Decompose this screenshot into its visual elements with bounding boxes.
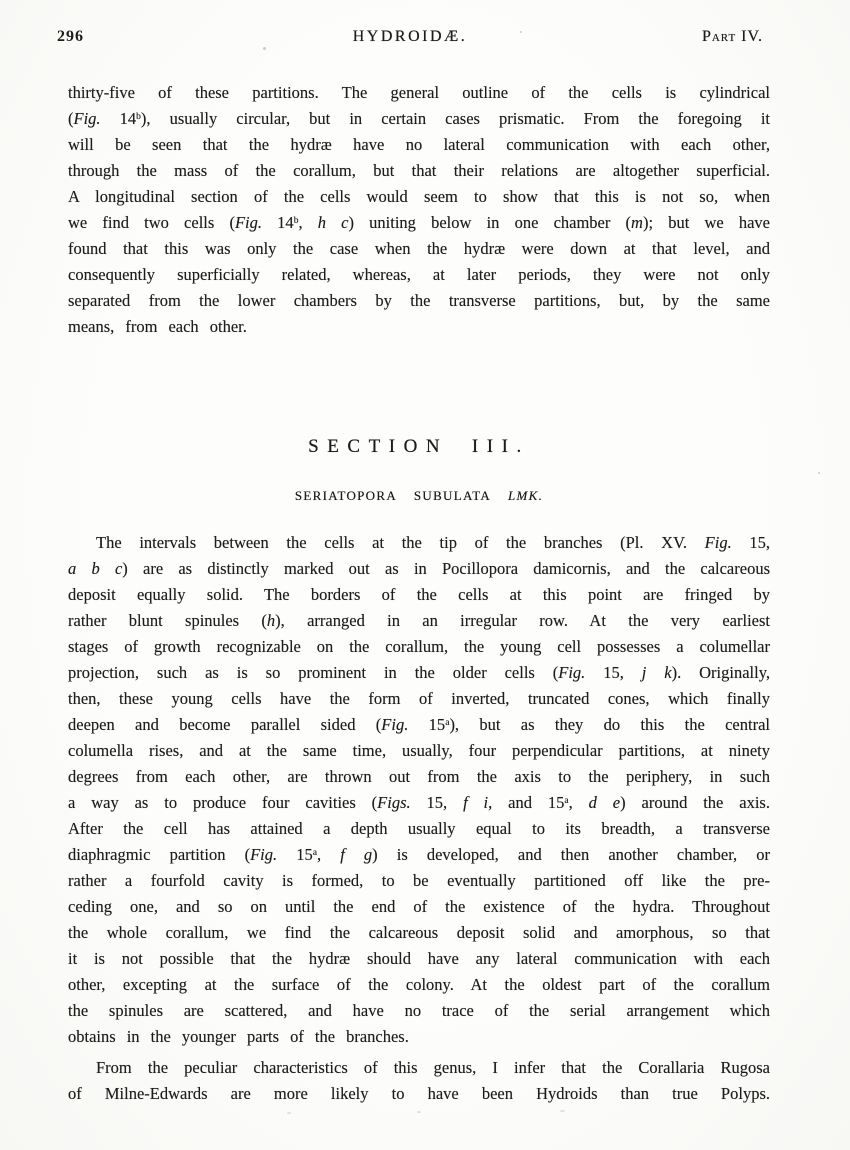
text-line: the spinules are scattered, and have no trace of the serial arrangement which	[68, 1001, 770, 1020]
scan-speck	[287, 1112, 291, 1114]
text-line: The intervals between the cells at the tip of the branches (Pl. XV. Fig. 15,	[96, 533, 770, 552]
text-line: diaphragmic partition (Fig. 15$^a$, f g) is developed, and then another chamber, or	[68, 845, 770, 864]
paragraph-closing	[68, 1055, 770, 1107]
text-line: rather a fourfold cavity is formed, to be eventually partitioned off like the pre-	[68, 871, 770, 890]
scan-speck	[560, 1110, 565, 1112]
text-line: of Milne-Edwards are more likely to have been Hydroids than true Polyps.	[68, 1084, 770, 1103]
text-line: rather blunt spinules (h), arranged in an irregular row. At the very earliest	[68, 611, 770, 630]
text-line: will be seen that the hydræ have no lateral communication with each other,	[68, 135, 770, 154]
text-line: columella rises, and at the same time, usually, four perpendicular partitions, at ninety	[68, 741, 770, 760]
page-content	[68, 48, 770, 1107]
text-line: then, these young cells have the form of inverted, truncated cones, which finally	[68, 689, 770, 708]
text-line: consequently superficially related, whereas, at later periods, they were not only	[68, 265, 770, 284]
text-line: After the cell has attained a depth usually equal to its breadth, a transverse	[68, 819, 770, 838]
text-line: obtains in the younger parts of the branches.	[68, 1027, 409, 1046]
text-line: separated from the lower chambers by the transverse partitions, but, by the same	[68, 291, 770, 310]
text-line: From the peculiar characteristics of this genus, I infer that the Corallaria Rugosa	[96, 1058, 770, 1077]
page-header	[57, 28, 763, 50]
scan-speck	[263, 47, 266, 50]
text-line: through the mass of the corallum, but that their relations are altogether superficial.	[68, 161, 770, 180]
page-number: 296	[57, 28, 84, 45]
section-heading: SECTION III.	[308, 436, 530, 457]
part-label: Part IV.	[701, 28, 763, 45]
text-line: it is not possible that the hydræ should have any lateral communication with each	[68, 949, 770, 968]
paragraph-continuation	[68, 80, 770, 340]
text-line: other, excepting at the surface of the colony. At the oldest part of the corallum	[68, 975, 770, 994]
text-line: means, from each other.	[68, 317, 247, 336]
text-line: found that this was only the case when the hydræ were down at that level, and	[68, 239, 770, 258]
text-line: projection, such as is so prominent in the older cells (Fig. 15, j k). Originally,	[68, 663, 770, 682]
scan-speck	[520, 31, 522, 33]
text-line: degrees from each other, are thrown out from the axis to the periphery, in such	[68, 767, 770, 786]
text-line: a way as to produce four cavities (Figs. 15, f i, and 15$^a$, d e) around the axis.	[68, 793, 770, 812]
text-line: (Fig. 14$^b$), usually circular, but in certain cases prismatic. From the foregoing it	[68, 109, 770, 128]
text-line: A longitudinal section of the cells would seem to show that this is not so, when	[68, 187, 770, 206]
species-subheading: SERIATOPORA SUBULATA LMK.	[294, 488, 544, 503]
text-line: deepen and become parallel sided (Fig. 15$^a$), but as they do this the central	[68, 715, 770, 734]
text-line: the whole corallum, we find the calcareous deposit solid and amorphous, so that	[68, 923, 770, 942]
text-line: we find two cells (Fig. 14$^b$, h c) uniting below in one chamber (m); but we have	[68, 213, 770, 232]
running-title: HYDROIDÆ.	[352, 28, 468, 45]
scan-speck	[818, 472, 820, 474]
scan-speck	[417, 1111, 421, 1113]
paragraph-main	[68, 530, 770, 1050]
text-line: ceding one, and so on until the end of the existence of the hydra. Throughout	[68, 897, 770, 916]
text-line: stages of growth recognizable on the corallum, the young cell possesses a columellar	[68, 637, 770, 656]
text-line: deposit equally solid. The borders of the cells at this point are fringed by	[68, 585, 770, 604]
text-line: a b c) are as distinctly marked out as in Pocillopora damicornis, and the calcareous	[68, 559, 770, 578]
text-line: thirty-five of these partitions. The general outline of the cells is cylindrical	[68, 83, 770, 102]
